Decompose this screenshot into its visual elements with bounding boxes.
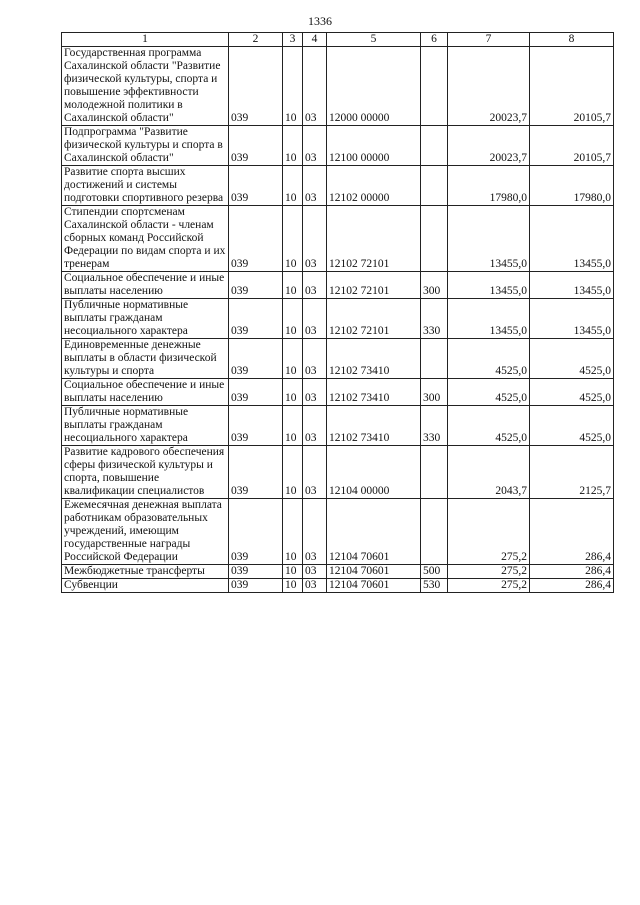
row-pr-cell: 03 [303,47,327,126]
row-pr-cell: 03 [303,499,327,565]
table-row [62,339,614,379]
row-ved-cell: 039 [229,166,283,206]
row-sum2-cell: 13455,0 [530,206,614,272]
row-rz-cell: 10 [283,47,303,126]
row-ved-cell: 039 [229,579,283,593]
row-vr-cell [421,126,448,166]
table-row [62,406,614,446]
row-sum2-cell: 20105,7 [530,47,614,126]
row-ved-cell: 039 [229,126,283,166]
row-ved-cell: 039 [229,299,283,339]
row-rz-cell: 10 [283,272,303,299]
row-vr-cell [421,499,448,565]
row-name-cell: Развитие кадрового обеспечения сферы физической культуры и спорта, повышение квалификации специалистов [62,446,229,499]
row-vr-cell [421,47,448,126]
table-row [62,446,614,499]
row-csr-cell: 12100 00000 [327,126,421,166]
row-csr-cell: 12102 73410 [327,406,421,446]
row-vr-cell: 500 [421,565,448,579]
row-ved-cell: 039 [229,206,283,272]
row-csr-cell: 12104 70601 [327,579,421,593]
header-cell: 4 [303,33,327,47]
row-csr-cell: 12104 00000 [327,446,421,499]
budget-table [61,32,614,593]
row-ved-cell: 039 [229,565,283,579]
row-name-cell: Государственная программа Сахалинской области "Развитие физической культуры, спорта и повышение эффективности молодежной политики в Сахалинской области" [62,47,229,126]
row-sum1-cell: 20023,7 [448,126,530,166]
row-ved-cell: 039 [229,446,283,499]
row-name-cell: Ежемесячная денежная выплата работникам образовательных учреждений, имеющим государственные награды Российской Федерации [62,499,229,565]
row-sum1-cell: 20023,7 [448,47,530,126]
row-sum2-cell: 13455,0 [530,299,614,339]
row-vr-cell [421,166,448,206]
row-ved-cell: 039 [229,406,283,446]
row-pr-cell: 03 [303,299,327,339]
row-ved-cell: 039 [229,47,283,126]
row-csr-cell: 12102 73410 [327,379,421,406]
row-sum1-cell: 275,2 [448,565,530,579]
row-vr-cell: 300 [421,379,448,406]
row-sum2-cell: 13455,0 [530,272,614,299]
row-rz-cell: 10 [283,379,303,406]
row-sum2-cell: 17980,0 [530,166,614,206]
row-vr-cell: 330 [421,406,448,446]
row-name-cell: Социальное обеспечение и иные выплаты населению [62,272,229,299]
row-vr-cell [421,339,448,379]
row-vr-cell: 330 [421,299,448,339]
table-row [62,379,614,406]
row-pr-cell: 03 [303,406,327,446]
row-csr-cell: 12104 70601 [327,565,421,579]
row-sum1-cell: 17980,0 [448,166,530,206]
row-sum2-cell: 4525,0 [530,379,614,406]
row-sum1-cell: 13455,0 [448,299,530,339]
row-sum2-cell: 4525,0 [530,406,614,446]
row-sum2-cell: 2125,7 [530,446,614,499]
table-body [62,33,614,593]
row-csr-cell: 12102 72101 [327,272,421,299]
row-pr-cell: 03 [303,126,327,166]
table-row [62,579,614,593]
row-pr-cell: 03 [303,579,327,593]
row-sum1-cell: 4525,0 [448,406,530,446]
row-sum1-cell: 275,2 [448,579,530,593]
row-name-cell: Социальное обеспечение и иные выплаты населению [62,379,229,406]
header-cell: 3 [283,33,303,47]
row-sum2-cell: 4525,0 [530,339,614,379]
row-pr-cell: 03 [303,565,327,579]
row-sum1-cell: 2043,7 [448,446,530,499]
row-csr-cell: 12102 00000 [327,166,421,206]
row-name-cell: Развитие спорта высших достижений и системы подготовки спортивного резерва [62,166,229,206]
row-rz-cell: 10 [283,499,303,565]
table-row [62,272,614,299]
header-cell: 8 [530,33,614,47]
row-name-cell: Подпрограмма "Развитие физической культуры и спорта в Сахалинской области" [62,126,229,166]
row-sum1-cell: 13455,0 [448,272,530,299]
row-name-cell: Стипендии спортсменам Сахалинской области - членам сборных команд Российской Федерации по видам спорта и их тренерам [62,206,229,272]
row-csr-cell: 12000 00000 [327,47,421,126]
row-rz-cell: 10 [283,406,303,446]
row-vr-cell [421,446,448,499]
row-pr-cell: 03 [303,272,327,299]
row-sum2-cell: 286,4 [530,499,614,565]
row-pr-cell: 03 [303,446,327,499]
row-pr-cell: 03 [303,339,327,379]
row-sum1-cell: 275,2 [448,499,530,565]
header-cell: 6 [421,33,448,47]
row-ved-cell: 039 [229,272,283,299]
table-header-row [62,33,614,47]
row-name-cell: Субвенции [62,579,229,593]
table-row [62,206,614,272]
row-rz-cell: 10 [283,579,303,593]
table-row [62,47,614,126]
row-ved-cell: 039 [229,339,283,379]
row-ved-cell: 039 [229,499,283,565]
row-rz-cell: 10 [283,299,303,339]
row-pr-cell: 03 [303,166,327,206]
row-rz-cell: 10 [283,565,303,579]
row-rz-cell: 10 [283,339,303,379]
header-cell: 2 [229,33,283,47]
row-pr-cell: 03 [303,379,327,406]
row-vr-cell: 300 [421,272,448,299]
row-name-cell: Публичные нормативные выплаты гражданам несоциального характера [62,406,229,446]
row-ved-cell: 039 [229,379,283,406]
row-vr-cell: 530 [421,579,448,593]
row-vr-cell [421,206,448,272]
row-sum2-cell: 20105,7 [530,126,614,166]
header-cell: 7 [448,33,530,47]
row-sum2-cell: 286,4 [530,579,614,593]
row-rz-cell: 10 [283,206,303,272]
row-sum1-cell: 13455,0 [448,206,530,272]
row-csr-cell: 12102 72101 [327,299,421,339]
row-sum1-cell: 4525,0 [448,379,530,406]
table-row [62,126,614,166]
row-name-cell: Публичные нормативные выплаты гражданам несоциального характера [62,299,229,339]
table-row [62,299,614,339]
row-rz-cell: 10 [283,126,303,166]
row-sum1-cell: 4525,0 [448,339,530,379]
row-sum2-cell: 286,4 [530,565,614,579]
table-row [62,499,614,565]
table-row [62,565,614,579]
row-rz-cell: 10 [283,166,303,206]
row-csr-cell: 12102 73410 [327,339,421,379]
header-cell: 5 [327,33,421,47]
row-csr-cell: 12104 70601 [327,499,421,565]
row-rz-cell: 10 [283,446,303,499]
row-name-cell: Межбюджетные трансферты [62,565,229,579]
row-name-cell: Единовременные денежные выплаты в области физической культуры и спорта [62,339,229,379]
header-cell: 1 [62,33,229,47]
row-pr-cell: 03 [303,206,327,272]
row-csr-cell: 12102 72101 [327,206,421,272]
page-number: 1336 [308,14,332,28]
table-row [62,166,614,206]
